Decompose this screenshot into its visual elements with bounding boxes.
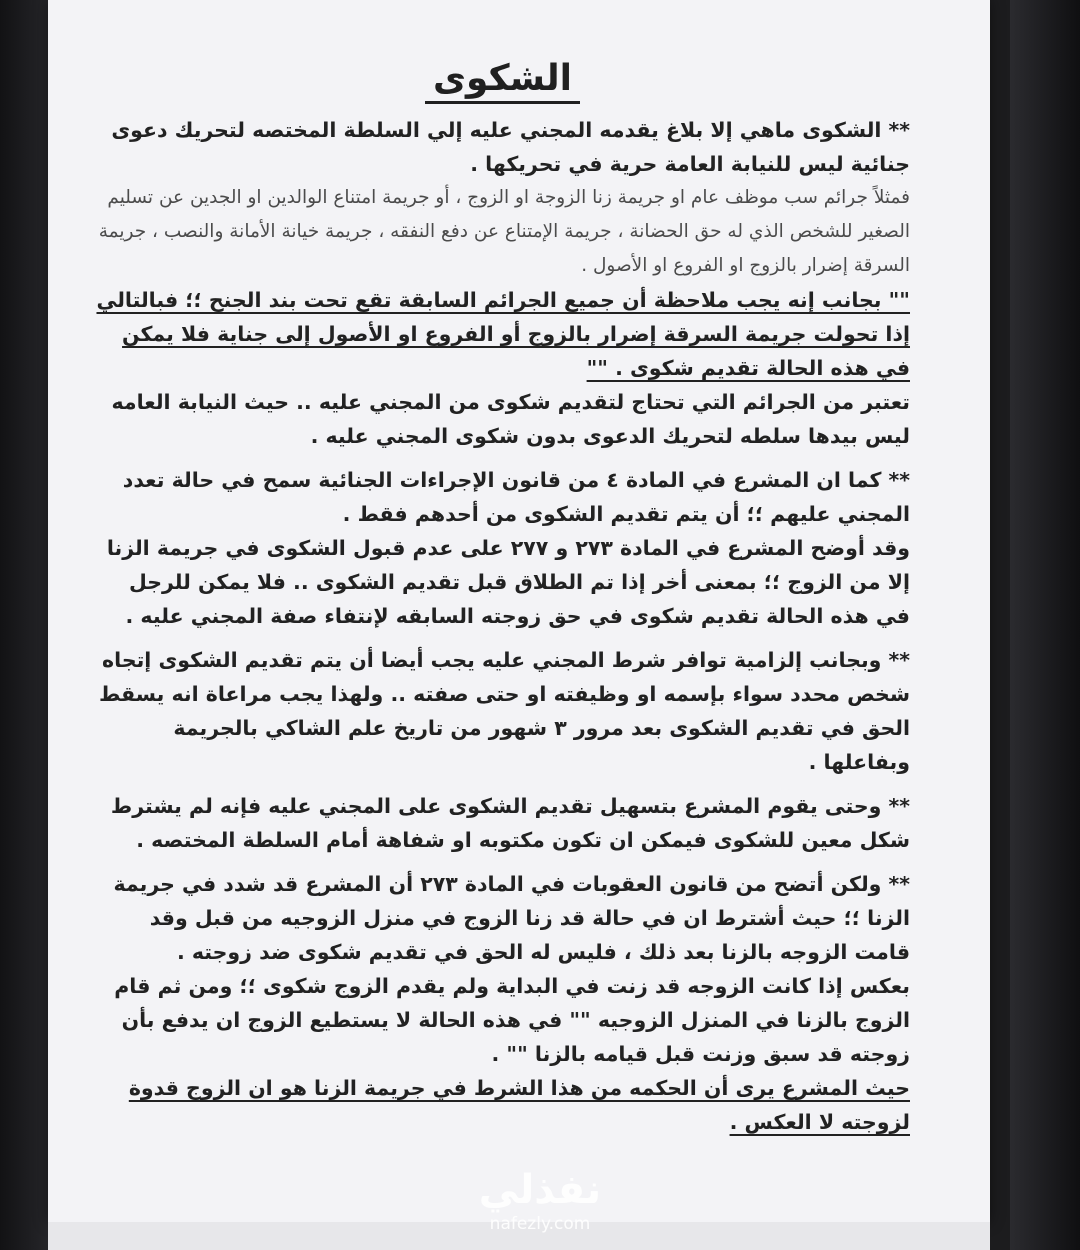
paragraph-complaint-form: ** وحتى يقوم المشرع بتسهيل تقديم الشكوى على المجني عليه فإنه لم يشترط شكل معين للشكوى فيمكن ان تكون مكتوبه او شفاهة أمام السلطة المختصه . xyxy=(110,794,910,852)
paragraph-definition: ** الشكوى ماهي إلا بلاغ يقدمه المجني عليه إلي السلطة المختصه لتحريك دعوى جنائية ليس للنيابة العامة حرية في تحريكها . xyxy=(111,118,910,176)
paragraph-adultery-condition: ** ولكن أتضح من قانون العقوبات في المادة ٢٧٣ أن المشرع قد شدد في جريمة الزنا ؛؛ حيث أشترط ان في حالة قد زنا الزوج في منزل الزوجيه من قبل وقد قامت الزوجه بالزنا بعد ذلك ، فليس له الحق في تقديم شكوى ضد زوجته . xyxy=(113,872,910,964)
paragraph-examples: فمثلاً جرائم سب موظف عام او جريمة زنا الزوجة او الزوج ، أو جريمة امتناع الوالدين او الجدين عن تسليم الصغير للشخص الذي له حق الحضانة ، جريمة الإمتناع عن دفع النفقه ، جريمة خيانة الأمانة والنصب ، جريمة السرقة إضرار بالزوج او الفروع او الأصول . xyxy=(98,187,910,276)
paragraph-article-273-277: وقد أوضح المشرع في المادة ٢٧٣ و ٢٧٧ على عدم قبول الشكوى في جريمة الزنا إلا من الزوج ؛؛ بمعنى أخر إذا تم الطلاق قبل تقديم الشكوى .. فلا يمكن للرجل في هذه الحالة تقديم شكوى في حق زوجته السابقه لإنتفاء صفة المجني عليه . xyxy=(106,536,910,628)
watermark-brand: نفذلي xyxy=(478,1167,602,1213)
paragraph-prosecution: تعتبر من الجرائم التي تحتاج لتقديم شكوى من المجني عليه .. حيث النيابة العامه ليس بيدها سلطه لتحريك الدعوى بدون شكوى المجني عليه . xyxy=(111,390,910,448)
document-title-text: الشكوى xyxy=(425,58,580,104)
paragraph-legislator-wisdom: حيث المشرع يرى أن الحكمه من هذا الشرط في جريمة الزنا هو ان الزوج قدوة لزوجته لا العكس . xyxy=(128,1076,910,1134)
nafezly-watermark xyxy=(470,1168,610,1234)
document-body xyxy=(95,58,910,1139)
paragraph-article-4: ** كما ان المشرع في المادة ٤ من قانون الإجراءات الجنائية سمح في حالة تعدد المجني عليهم ؛؛ أن يتم تقديم الشكوى من أحدهم فقط . xyxy=(122,468,910,526)
paragraph-victim-condition: ** وبجانب إلزامية توافر شرط المجني عليه يجب أيضا أن يتم تقديم الشكوى إتجاه شخص محدد سواء بإسمه او وظيفته او حتى صفته .. ولهذا يجب مراعاة انه يسقط الحق في تقديم الشكوى بعد مرور ٣ شهور من تاريخ علم الشاكي بالجريمة وبفاعلها . xyxy=(99,648,910,774)
paragraph-adultery-reverse: بعكس إذا كانت الزوجه قد زنت في البداية ولم يقدم الزوج شكوى ؛؛ ومن ثم قام الزوج بالزنا في المنزل الزوجيه "" في هذه الحالة لا يستطيع الزوج ان يدفع بأن زوجته قد سبق وزنت قبل قيامه بالزنا "" . xyxy=(114,974,910,1066)
document-title xyxy=(95,58,910,99)
monitor-bezel-right xyxy=(1010,0,1080,1250)
watermark-url: nafezly.com xyxy=(489,1214,591,1234)
paragraph-misdemeanor-note: "" بجانب إنه يجب ملاحظة أن جميع الجرائم السابقة تقع تحت بند الجنح ؛؛ فبالتالي إذا تحولت جريمة السرقة إضرار بالزوج أو الفروع او الأصول إلى جناية فلا يمكن في هذه الحالة تقديم شكوى . "" xyxy=(96,288,910,380)
